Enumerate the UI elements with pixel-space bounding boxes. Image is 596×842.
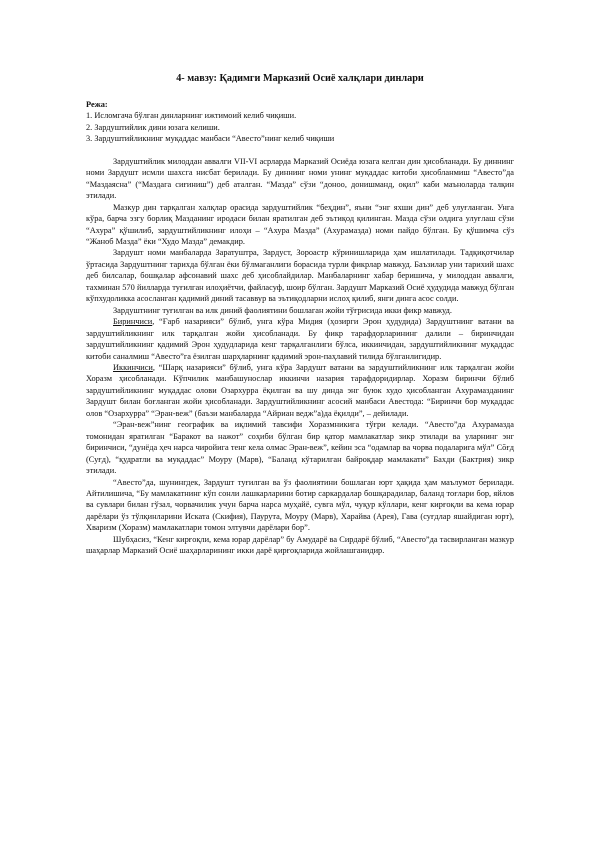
body-paragraph: [86, 156, 514, 202]
plan-section: [86, 99, 514, 145]
paragraph-lead: Иккинчиси: [113, 362, 153, 372]
body-paragraph: [86, 202, 514, 248]
document-page: [86, 72, 514, 557]
body-paragraph: [86, 534, 514, 557]
plan-item: 2. Зардуштийлик дини юзага келиши.: [86, 122, 220, 132]
paragraph-text: “Авесто”да, шунингдек, Зардушт туғилган ва ўз фаолиятини бошлаган юрт ҳақида ҳам маълумот берилади. Айтилишича, “Бу мамлакатнинг кўп сонли лашкарларини ботир саркардалар бошқарадилар, баланд тоғлари бор, яйлов ва сувлари билан гўзал, чорвачилик учун барча нарса муҳайё, сувга мўл, чуқур кўллари, кенг кирғоқли ва кема юрар дарёлари ўз тўлқинларини Иската (Скифия), Паурута, Моуру (Марв), Харайва (Арея), Гава (суғдлар яшайдиган юрт), Хваризм (Хоразм) мамлакатлари томон элтувчи дарёлари бор”.: [86, 477, 514, 533]
paragraph-text: Мазкур дин тарқалган халқлар орасида зардуштийлик “беҳдин”, яъни “энг яхши дин” деб улуғланган. Унга кўра, барча эзгу борлиқ Мазданинг иродаси билан яратилган деб эътиқод қилинган. Мазда сўзи олдига улуғлаш сўзи “Ахура” қўшилиб, зардуштийликнинг илоҳи – “Ахура Мазда” (Ахурамазда) номи пайдо бўлган. Бу қўшимча сўз “Жаноб Мазда” ёки “Худо Мазда” демакдир.: [86, 202, 514, 246]
body-paragraph: [86, 305, 514, 316]
body-paragraph: [86, 477, 514, 534]
document-title: 4- мавзу: Қадимги Марказий Осиё халқлари динлари: [176, 73, 424, 84]
paragraph-text: Зардушт номи манбаларда Заратуштра, Зардуст, Зороастр кўринишларида ҳам ишлатилади. Тадқиқотчилар ўртасида Зардуштнинг тарихда бўлган ёки бўлмаганлиги борасида турли фикрлар мавжуд. Баъзилар уни тарихий шахс деб билсалар, бошқалар афсонавий шахс деб ҳисоблайдилар. Манбаларнинг хабар беришича, у милоддан аввалги, тахминан 570 йилларда туғилган илоҳиётчи, файласуф, шоир бўлган. Зардушт Марказий Осиё ҳудудида мавжуд бўлган кўпхудоликка асосланган қадимий диний тасаввур ва эътиқодларни ислоҳ қилиб, янги динга асос солди.: [86, 248, 514, 304]
body-paragraph: [86, 247, 514, 304]
paragraph-text: Зардуштийлик милоддан аввалги VII-VI асрларда Марказий Осиёда юзага келган дин ҳисобланади. Бу диннинг номи Зардушт исмли шахсга нисбат берилади. Бу диннинг номи унинг муқаддас китоби ҳисобланмиш “Авесто”да “Маздаясна” (“Маздага сиғиниш”) деб аталган. “Мазда” сўзи “доноо, донишманд, оқил” каби маъноларда талқин этилади.: [86, 156, 514, 201]
paragraph-text: , “Шарқ назарияси” бўлиб, унга кўра Зардушт ватани ва зардуштийликнинг илк тарқалган жойи Хоразм ҳисобланади. Кўпчилик манбашунослар иккинчи назария тарафдоридирлар. Хоразм биринчи бўлиб зардуштийликнинг муқаддас олови Озархурра ёқилган ва шу динда энг буюк худо ҳисобланган Ахурамазданинг Зардушт билан боғланган жойи ҳисобланади. Зардуштийликнинг асосий манбаси Авестода: “Биринчи бор муқаддас олов “Озархурра” “Эран-веж” (баъзи манбаларда “Айриан ведж”а)да ёқилди”, – дейилади.: [86, 362, 514, 418]
paragraph-text: , “Ғарб назарияси” бўлиб, унга кўра Мидия (ҳозирги Эрон ҳудудида) Зардуштнинг ватани ва зардуштийликнинг илк тарқалган жойи ҳисобланади. Бу фикр тарафдорларининг далили – биринчидан зардуштийликнинг қадимий Эрон ҳудудларида кенг тарқалганлиги бўлса, иккинчидан, зардуштийликнинг муқаддас китоби саналмиш “Авесто”га ёзилган шарҳларнинг қадимий эрон-паҳлавий тилида бўлганлигидир.: [86, 317, 514, 361]
paragraph-lead: Биринчиси: [113, 317, 153, 327]
body-paragraph: [86, 362, 514, 419]
paragraph-text: Шубҳасиз, “Кенг кирғоқли, кема юрар дарёлар” бу Амударё ва Сирдарё бўлиб, “Авесто”да тасвирланган мазкур шаҳарлар Марказий Осиё шаҳарларининг икки дарё қирғоқларида жойлашганидир.: [86, 534, 514, 556]
plan-item: 1. Исломгача бўлган динларнинг ижтимоий келиб чиқиши.: [86, 111, 297, 121]
plan-heading: Режа:: [86, 100, 108, 109]
body-paragraph: [86, 419, 514, 476]
body-paragraph: [86, 316, 514, 362]
paragraph-text: Зардуштнинг туғилган ва илк диний фаолиятини бошлаган жойи тўғрисида икки фикр мавжуд.: [113, 305, 453, 315]
plan-item: 3. Зардуштийликнинг муқаддас манбаси “Авесто”нинг келиб чиқиши: [86, 134, 335, 144]
paragraph-text: “Эран-веж”нинг географик ва иқлимий тавсифи Хоразмникига тўғри келади. “Авесто”да Ахурамазда томонидан яратилган “Баракот ва нажот” соҳиби бўлган бир қатор мамлакатлар зикр этилади ва уларнинг энг биринчиси, “дунёда ҳеч нарса чиройига тенг кела олмас Эран-веж”, кейин эса “одамлар ва чорва подаларига мўл” Сōғд (Суғд), “қудратли ва муқаддас” Моуру (Марв), “Баланд кўтарилган байроқдар мамлакати” Бахди (Бактрия) зикр этилади.: [86, 420, 514, 476]
